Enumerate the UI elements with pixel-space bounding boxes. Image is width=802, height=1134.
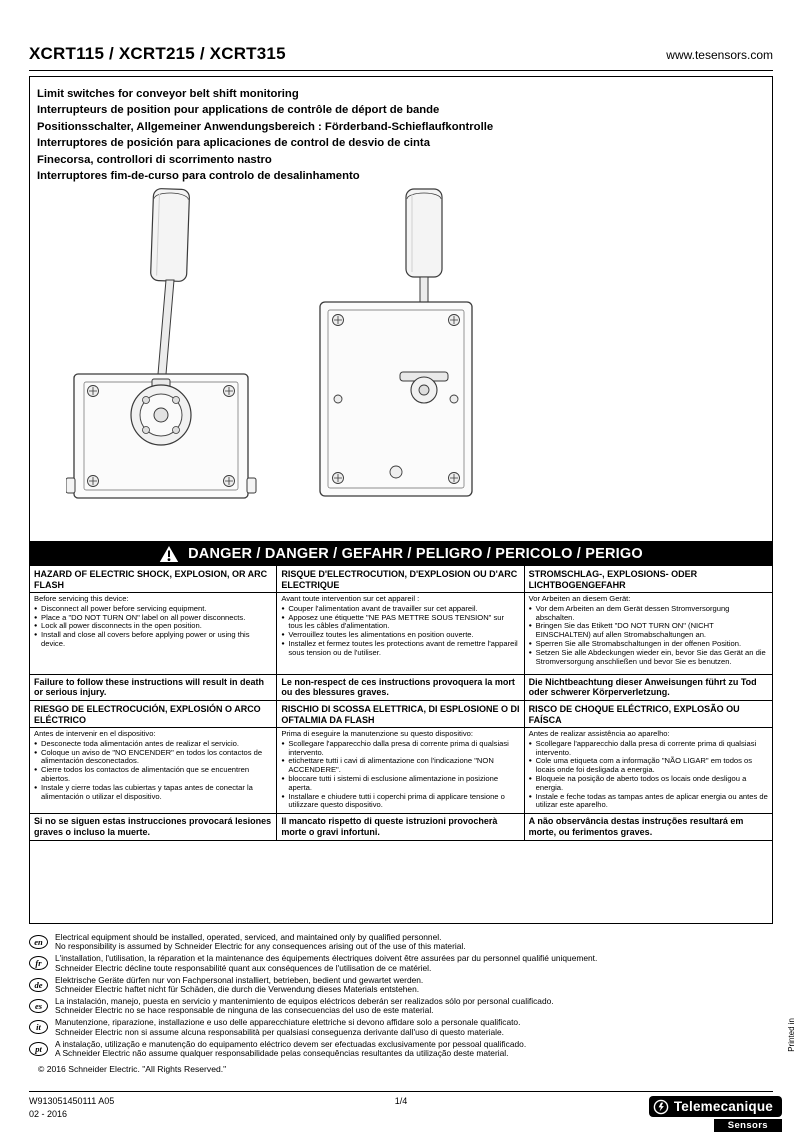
warning-intro-fr: Avant toute intervention sur cet appareil : (281, 594, 420, 604)
note-line: Manutenzione, riparazione, installazione e uso delle apparecchiature elettriche si devono affidare solo a personale qualificato. (55, 1017, 521, 1028)
warning-bullet: ● Bloqueie na posição de aberto todos os locais onde desligou a energia. (529, 775, 768, 793)
page-header (0, 0, 802, 70)
page-title: XCRT115 / XCRT215 / XCRT315 (29, 44, 286, 63)
warning-intro-de: Vor Arbeiten an diesem Gerät: (528, 594, 631, 604)
note-line: Elektrische Geräte dürfen nur von Fachpersonal installiert, betrieben, bedient und gewartet werden. (55, 974, 424, 985)
warning-intro-it: Prima di eseguire la manutenzione su questo dispositivo: (281, 729, 473, 739)
lang-badge-es-icon: es (29, 999, 48, 1013)
warning-bullet: ● Disconnect all power before servicing equipment. (34, 605, 272, 614)
warning-cell-en (30, 566, 277, 701)
lang-badge-it-icon: it (29, 1020, 48, 1034)
main-content-frame (29, 76, 773, 924)
warning-bullet: ● Cierre todos los contactos de alimentación que se encuentren abiertos. (34, 766, 272, 784)
telemecanique-logo (649, 1096, 782, 1117)
warning-bullet: ● Lock all power disconnects in the open position. (34, 622, 272, 631)
warning-cell-es (30, 701, 277, 840)
device-drawing-side-view (312, 186, 482, 504)
warning-bullet: ● Installare e chiudere tutti i coperchi prima di applicare tensione o utilizzare questo dispositivo. (281, 793, 519, 811)
subtitle-it: Finecorsa, controllori di scorrimento nastro (37, 153, 272, 166)
warning-consequence-es: Si no se siguen estas instrucciones provocará lesiones graves o incluso la muerte. (30, 813, 276, 840)
warning-body-it (277, 728, 523, 813)
copyright-notice: © 2016 Schneider Electric. "All Rights Reserved." (38, 1064, 227, 1075)
printed-in-label: Printed in (787, 1018, 796, 1052)
warning-table (30, 566, 772, 840)
note-en (29, 933, 773, 952)
device-drawings (30, 184, 772, 541)
warning-cell-fr (277, 566, 524, 701)
multilingual-subtitles (30, 77, 772, 184)
warning-bullet: ● Instale e feche todas as tampas antes de aplicar energia ou antes de utilizar este aparelho. (529, 793, 768, 811)
warning-title-fr: RISQUE D'ELECTROCUTION, D'EXPLOSION OU D'ARC ELECTRIQUE (277, 566, 523, 593)
brand-subtitle-bar (714, 1119, 782, 1132)
warning-title-pt: RISCO DE CHOQUE ELÉCTRICO, EXPLOSÃO OU FAÍSCA (525, 701, 772, 728)
lang-badge-en-icon: en (29, 935, 48, 949)
page-number: 1/4 (394, 1096, 408, 1106)
warning-cell-pt (525, 701, 772, 840)
warning-title-es: RIESGO DE ELECTROCUCIÓN, EXPLOSIÓN O ARCO ELÉCTRICO (30, 701, 276, 728)
warning-bullet: ● Installez et fermez toutes les protections avant de remettre l'appareil sous tension ou de l'utiliser. (281, 640, 519, 658)
document-reference: W913051450111 A05 (29, 1096, 115, 1106)
note-line: A instalação, utilização e manutenção do equipamento eléctrico devem ser efectuadas exclusivamente por pessoal qualificado. (55, 1038, 527, 1049)
warning-body-en (30, 593, 276, 674)
warning-bullet: ● etichettare tutti i cavi di alimentazione con l'indicazione "NON ACCENDERE". (281, 757, 519, 775)
warning-body-fr (277, 593, 523, 674)
brand-subtitle: Sensors (727, 1120, 768, 1131)
warning-bullet: ● Cole uma etiqueta com a informação "NÃO LIGAR" em todos os locais onde foi desligada a energia. (529, 757, 768, 775)
note-line: La instalación, manejo, puesta en servicio y mantenimiento de equipos eléctricos deberán ser realizados sólo por personal cualificado. (55, 995, 554, 1006)
website-url: www.tesensors.com (666, 48, 773, 62)
telemecanique-emblem-icon (653, 1099, 669, 1115)
footer-divider (29, 1091, 773, 1092)
warning-bullet: ● Scollegare l'apparecchio dalla presa di corrente prima di qualsiasi intervento. (281, 740, 519, 758)
note-line: L'installation, l'utilisation, la réparation et la maintenance des équipements électriques doivent être assurées par du personnel qualifié uniquement. (55, 953, 598, 964)
warning-body-pt (525, 728, 772, 813)
lang-badge-de-icon: de (29, 978, 48, 992)
warning-bullet: ● Coloque un aviso de "NO ENCENDER" en todos los contactos de alimentación desconectados. (34, 749, 272, 767)
warning-bullet: ● Place a "DO NOT TURN ON" label on all power disconnects. (34, 614, 272, 623)
brand-logo (649, 1096, 782, 1132)
warning-intro-en: Before servicing this device: (34, 594, 129, 604)
brand-name: Telemecanique (673, 1099, 773, 1114)
warning-cell-it (277, 701, 524, 840)
note-line: Electrical equipment should be installed, operated, serviced, and maintained only by qualified personnel. (55, 932, 442, 942)
qualified-personnel-notes (29, 933, 773, 1058)
warning-consequence-it: Il mancato rispetto di queste istruzioni provocherà morte o gravi infortuni. (277, 813, 523, 840)
document-date: 02 - 2016 (29, 1109, 68, 1119)
warning-bullet: ● Apposez une étiquette "NE PAS METTRE SOUS TENSION" sur tous les câbles d'alimentation. (281, 614, 519, 632)
warning-bullet: ● Couper l'alimentation avant de travailler sur cet appareil. (281, 605, 519, 614)
subtitle-en: Limit switches for conveyor belt shift monitoring (37, 88, 299, 100)
warning-consequence-pt: A não observância destas instruções resultará em morte, ou ferimentos graves. (525, 813, 772, 840)
header-divider (29, 70, 773, 71)
warning-bullet: ● bloccare tutti i sistemi di esclusione alimentazione in posizione aperta. (281, 775, 519, 793)
warning-bullet: ● Desconecte toda alimentación antes de realizar el servicio. (34, 740, 272, 749)
lang-badge-pt-icon: pt (29, 1042, 48, 1056)
subtitle-es: Interruptores de posición para aplicaciones de control de desvio de cinta (37, 137, 430, 150)
warning-body-de (525, 593, 772, 674)
subtitle-fr: Interrupteurs de position pour applications de contrôle de déport de bande (37, 104, 440, 117)
warning-consequence-de: Die Nichtbeachtung dieser Anweisungen führt zu Tod oder schwerer Körperverletzung. (525, 674, 772, 701)
warning-bullet: ● Bringen Sie das Etikett "DO NOT TURN ON" (NICHT EINSCHALTEN) auf allen Stromabschaltungen an. (529, 622, 768, 640)
note-de (29, 976, 773, 995)
warning-bullet: ● Scollegare l'apparecchio dalla presa di corrente prima di qualsiasi intervento. (529, 740, 768, 758)
warning-body-es (30, 728, 276, 813)
note-it (29, 1018, 773, 1037)
note-line: Schneider Electric haftet nicht für Schäden, die durch die Verwendung dieses Materials entstehen. (55, 984, 420, 995)
note-line: Schneider Electric décline toute responsabilité quant aux conséquences de l'utilisation de ce matériel. (55, 962, 432, 973)
subtitle-pt: Interruptores fim-de-curso para controlo de desalinhamento (37, 170, 360, 183)
note-line: Schneider Electric no se hace responsable de ninguna de las consecuencias del uso de este material. (55, 1005, 434, 1016)
warning-title-de: STROMSCHLAG-, EXPLOSIONS- ODER LICHTBOGENGEFAHR (525, 566, 772, 593)
device-drawing-front-view (66, 186, 266, 534)
note-line: A Schneider Electric não assume qualquer responsabilidade pelas consequências resultantes da utilização deste material. (55, 1047, 509, 1058)
lang-badge-fr-icon: fr (29, 956, 48, 970)
warning-bullet: ● Install and close all covers before applying power or using this device. (34, 631, 272, 649)
subtitle-de: Positionsschalter, Allgemeiner Anwendungsbereich : Förderband-Schieflaufkontrolle (37, 120, 494, 133)
note-pt (29, 1040, 773, 1059)
warning-intro-pt: Antes de realizar assistência ao aparelho: (528, 729, 670, 739)
warning-bullet: ● Verrouillez toutes les alimentations en position ouverte. (281, 631, 519, 640)
note-line: Schneider Electric non si assume alcuna responsabilità per qualsiasi conseguenza derivante dall'uso di questo materiale. (55, 1026, 504, 1037)
note-es (29, 997, 773, 1016)
warning-consequence-fr: Le non-respect de ces instructions provoquera la mort ou des blessures graves. (277, 674, 523, 701)
warning-bullet: ● Instale y cierre todas las cubiertas y tapas antes de conectar la alimentación o utilizar el dispositivo. (34, 784, 272, 802)
note-line: No responsibility is assumed by Schneider Electric for any consequences arising out of the use of this material. (55, 941, 466, 952)
danger-banner-label: DANGER / DANGER / GEFAHR / PELIGRO / PERICOLO / PERIGO (188, 545, 643, 562)
warning-title-it: RISCHIO DI SCOSSA ELETTRICA, DI ESPLOSIONE O DI OFTALMIA DA FLASH (277, 701, 523, 728)
warning-consequence-en: Failure to follow these instructions will result in death or serious injury. (30, 674, 276, 701)
danger-banner (30, 541, 772, 566)
warning-bullet: ● Sperren Sie alle Stromabschaltungen in der offenen Position. (529, 640, 768, 649)
warning-cell-de (525, 566, 772, 701)
warning-title-en: HAZARD OF ELECTRIC SHOCK, EXPLOSION, OR ARC FLASH (30, 566, 276, 593)
note-fr (29, 954, 773, 973)
warning-intro-es: Antes de intervenir en el dispositivo: (34, 729, 156, 739)
warning-bullet: ● Setzen Sie alle Abdeckungen wieder ein, bevor Sie das Gerät an die Stromversorgung anschließen und bevor Sie es benutzen. (529, 649, 768, 667)
warning-bullet: ● Vor dem Arbeiten an dem Gerät dessen Stromversorgung abschalten. (529, 605, 768, 623)
warning-triangle-icon (159, 545, 179, 563)
